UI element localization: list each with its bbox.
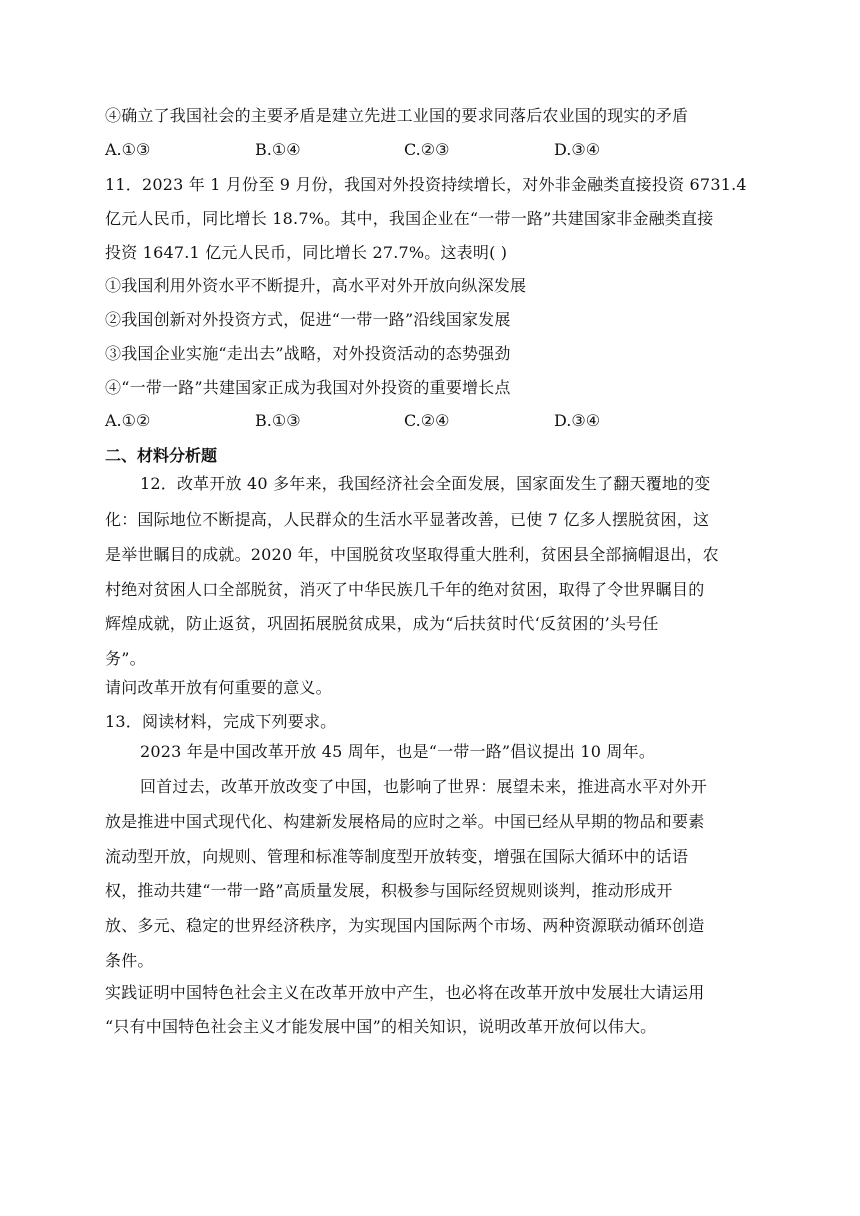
q11-item-4: ④“一带一路”共建国家正成为我国对外投资的重要增长点	[105, 378, 511, 397]
q11-stem-line-3: 投资 1647.1 亿元人民币，同比增长 27.7%。这表明( )	[105, 243, 508, 262]
q11-item-1: ①我国利用外资水平不断提升，高水平对外开放向纵深发展	[105, 276, 527, 295]
q11-option-a: A.①②	[105, 411, 151, 430]
q13-paragraph-2-line-2: 放是推进中国式现代化、构建新发展格局的应时之举。中国已经从早期的物品和要素	[105, 812, 705, 831]
q13-intro: 13．阅读材料，完成下列要求。	[105, 712, 337, 731]
q12-material-line-1: 12．改革开放 40 多年来，我国经济社会全面发展，国家面发生了翻天覆地的变	[140, 474, 711, 493]
q13-paragraph-2-line-6: 条件。	[105, 951, 154, 970]
q13-question-line-2: “只有中国特色社会主义才能发展中国”的相关知识，说明改革开放何以伟大。	[105, 1017, 657, 1036]
q12-material-line-2: 化：国际地位不断提高，人民群众的生活水平显著改善，已使 7 亿多人摆脱贫困，这	[105, 510, 710, 529]
q10-option-c: C.②③	[404, 140, 450, 159]
q10-option-d: D.③④	[554, 140, 601, 159]
q10-option-b: B.①④	[255, 140, 301, 159]
q12-material-line-6: 务”。	[105, 649, 146, 668]
q13-paragraph-2-line-1: 回首过去，改革开放改变了中国，也影响了世界：展望未来，推进高水平对外开	[140, 777, 708, 796]
q13-paragraph-2-line-4: 权，推动共建“一带一路”高质量发展，积极参与国际经贸规则谈判，推动形成开	[105, 881, 673, 900]
q13-question-line-1: 实践证明中国特色社会主义在改革开放中产生，也必将在改革开放中发展壮大请运用	[105, 983, 705, 1002]
q11-option-d: D.③④	[554, 411, 601, 430]
q12-question: 请问改革开放有何重要的意义。	[105, 678, 332, 697]
q11-item-2: ②我国创新对外投资方式，促进“一带一路”沿线国家发展	[105, 310, 511, 329]
q11-option-c: C.②④	[404, 411, 450, 430]
q10-item-4: ④确立了我国社会的主要矛盾是建立先进工业国的要求同落后农业国的现实的矛盾	[105, 106, 689, 125]
q12-material-line-3: 是举世瞩目的成就。2020 年，中国脱贫攻坚取得重大胜利，贫困县全部摘帽退出，农	[105, 545, 719, 564]
q11-stem-line-2: 亿元人民币，同比增长 18.7%。其中，我国企业在“一带一路”共建国家非金融类直接	[105, 209, 714, 228]
q13-paragraph-2-line-3: 流动型开放，向规则、管理和标准等制度型开放转变，增强在国际大循环中的话语	[105, 847, 689, 866]
section-heading: 二、材料分析题	[105, 446, 218, 465]
q11-stem-line-1: 11．2023 年 1 月份至 9 月份，我国对外投资持续增长，对外非金融类直接投资 6731.4	[105, 175, 747, 194]
q11-item-3: ③我国企业实施“走出去”战略，对外投资活动的态势强劲	[105, 344, 511, 363]
q10-option-a: A.①③	[105, 140, 151, 159]
q11-option-b: B.①③	[255, 411, 301, 430]
q12-material-line-5: 辉煌成就，防止返贫，巩固拓展脱贫成果，成为“后扶贫时代‘反贫困的’头号任	[105, 614, 659, 633]
q13-paragraph-2-line-5: 放、多元、稳定的世界经济秩序，为实现国内国际两个市场、两种资源联动循环创造	[105, 916, 705, 935]
q13-paragraph-1: 2023 年是中国改革开放 45 周年，也是“一带一路”倡议提出 10 周年。	[140, 742, 656, 761]
q12-material-line-4: 村绝对贫困人口全部脱贫，消灭了中华民族几千年的绝对贫困，取得了令世界瞩目的	[105, 580, 705, 599]
